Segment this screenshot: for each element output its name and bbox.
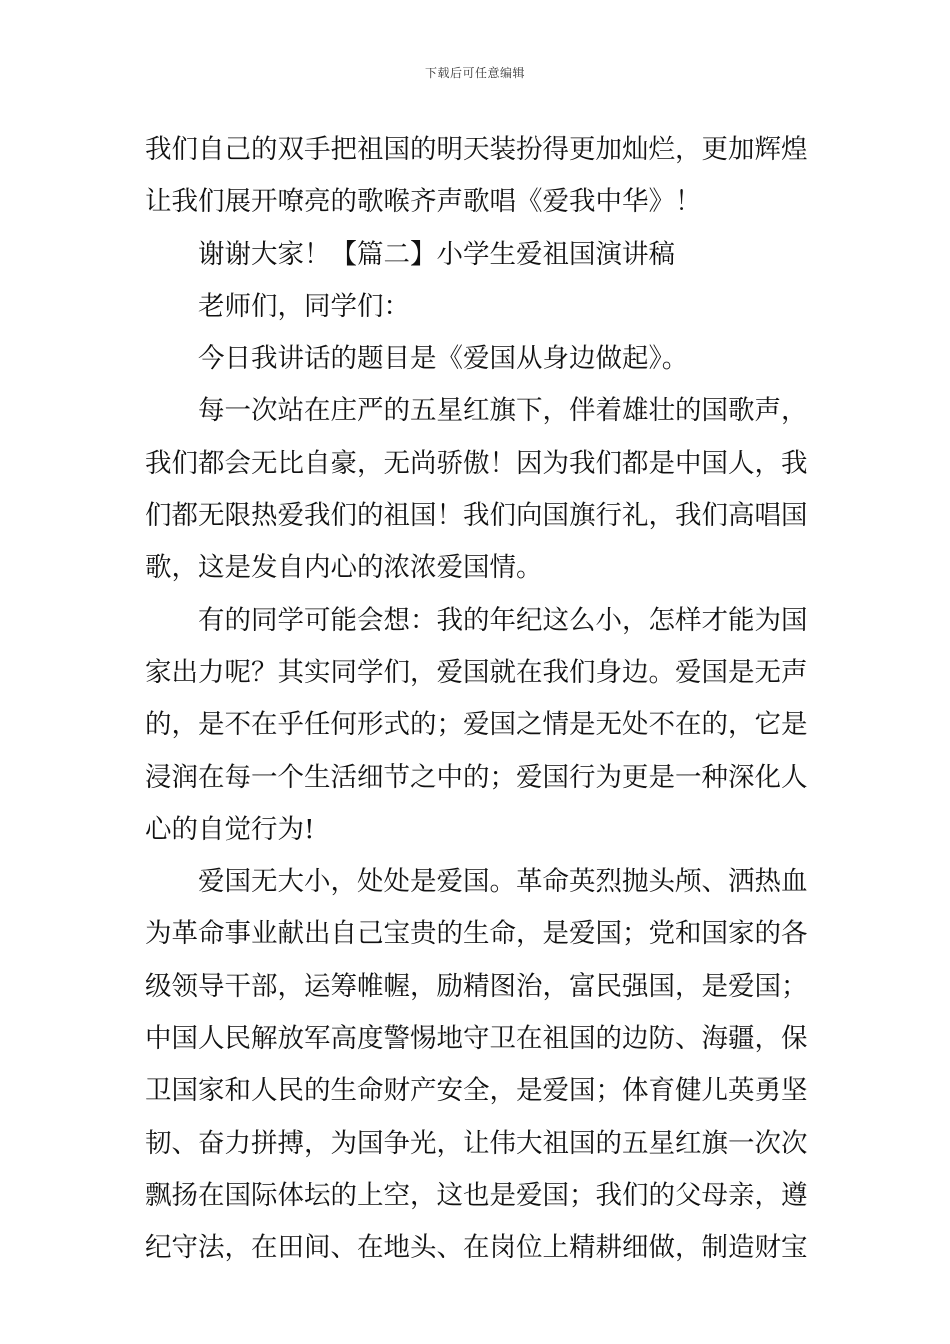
- text-line: 为革命事业献出自己宝贵的生命，是爱国；党和国家的各: [145, 918, 808, 950]
- text-line: 卫国家和人民的生命财产安全，是爱国；体育健儿英勇坚: [145, 1075, 808, 1107]
- document-body: [145, 124, 807, 1275]
- text-line: 韧、奋力拼搏，为国争光，让伟大祖国的五星红旗一次次: [145, 1127, 808, 1159]
- text-line: 中国人民解放军高度警惕地守卫在祖国的边防、海疆，保: [145, 1023, 808, 1055]
- text-line: 歌，这是发自内心的浓浓爱国情。: [145, 552, 543, 584]
- text-line: 纪守法，在田间、在地头、在岗位上精耕细做，制造财宝: [145, 1232, 808, 1264]
- text-line: 今日我讲话的题目是《爱国从身边做起》。: [198, 343, 689, 375]
- text-line: 我们自己的双手把祖国的明天装扮得更加灿烂，更加辉煌: [145, 134, 808, 165]
- text-line: 飘扬在国际体坛的上空，这也是爱国；我们的父母亲，遵: [145, 1179, 808, 1211]
- text-line: 们都无限热爱我们的祖国！我们向国旗行礼，我们高唱国: [145, 500, 808, 532]
- text-line: 心的自觉行为!: [145, 813, 315, 845]
- text-line: 有的同学可能会想：我的年纪这么小，怎样才能为国: [198, 604, 808, 636]
- page-header-note: 下载后可任意编辑: [424, 66, 525, 80]
- text-line: 让我们展开嘹亮的歌喉齐声歌唱《爱我中华》！: [145, 186, 702, 218]
- text-line: 老师们，同学们：: [198, 290, 410, 322]
- text-line: 级领导干部，运筹帷幄，励精图治，富民强国，是爱国；: [145, 970, 808, 1002]
- text-line: 浸润在每一个生活细节之中的；爱国行为更是一种深化人: [145, 761, 808, 793]
- text-line: 每一次站在庄严的五星红旗下，伴着雄壮的国歌声，: [198, 395, 808, 427]
- text-line: 家出力呢？其实同学们，爱国就在我们身边。爱国是无声: [145, 656, 808, 688]
- text-line: 爱国无大小，处处是爱国。革命英烈抛头颅、洒热血: [198, 866, 808, 898]
- text-line: 的，是不在乎任何形式的；爱国之情是无处不在的，它是: [145, 709, 808, 741]
- text-line: 谢谢大家！【篇二】小学生爱祖国演讲稿: [198, 238, 675, 270]
- text-line: 我们都会无比自豪，无尚骄傲！因为我们都是中国人，我: [145, 447, 808, 479]
